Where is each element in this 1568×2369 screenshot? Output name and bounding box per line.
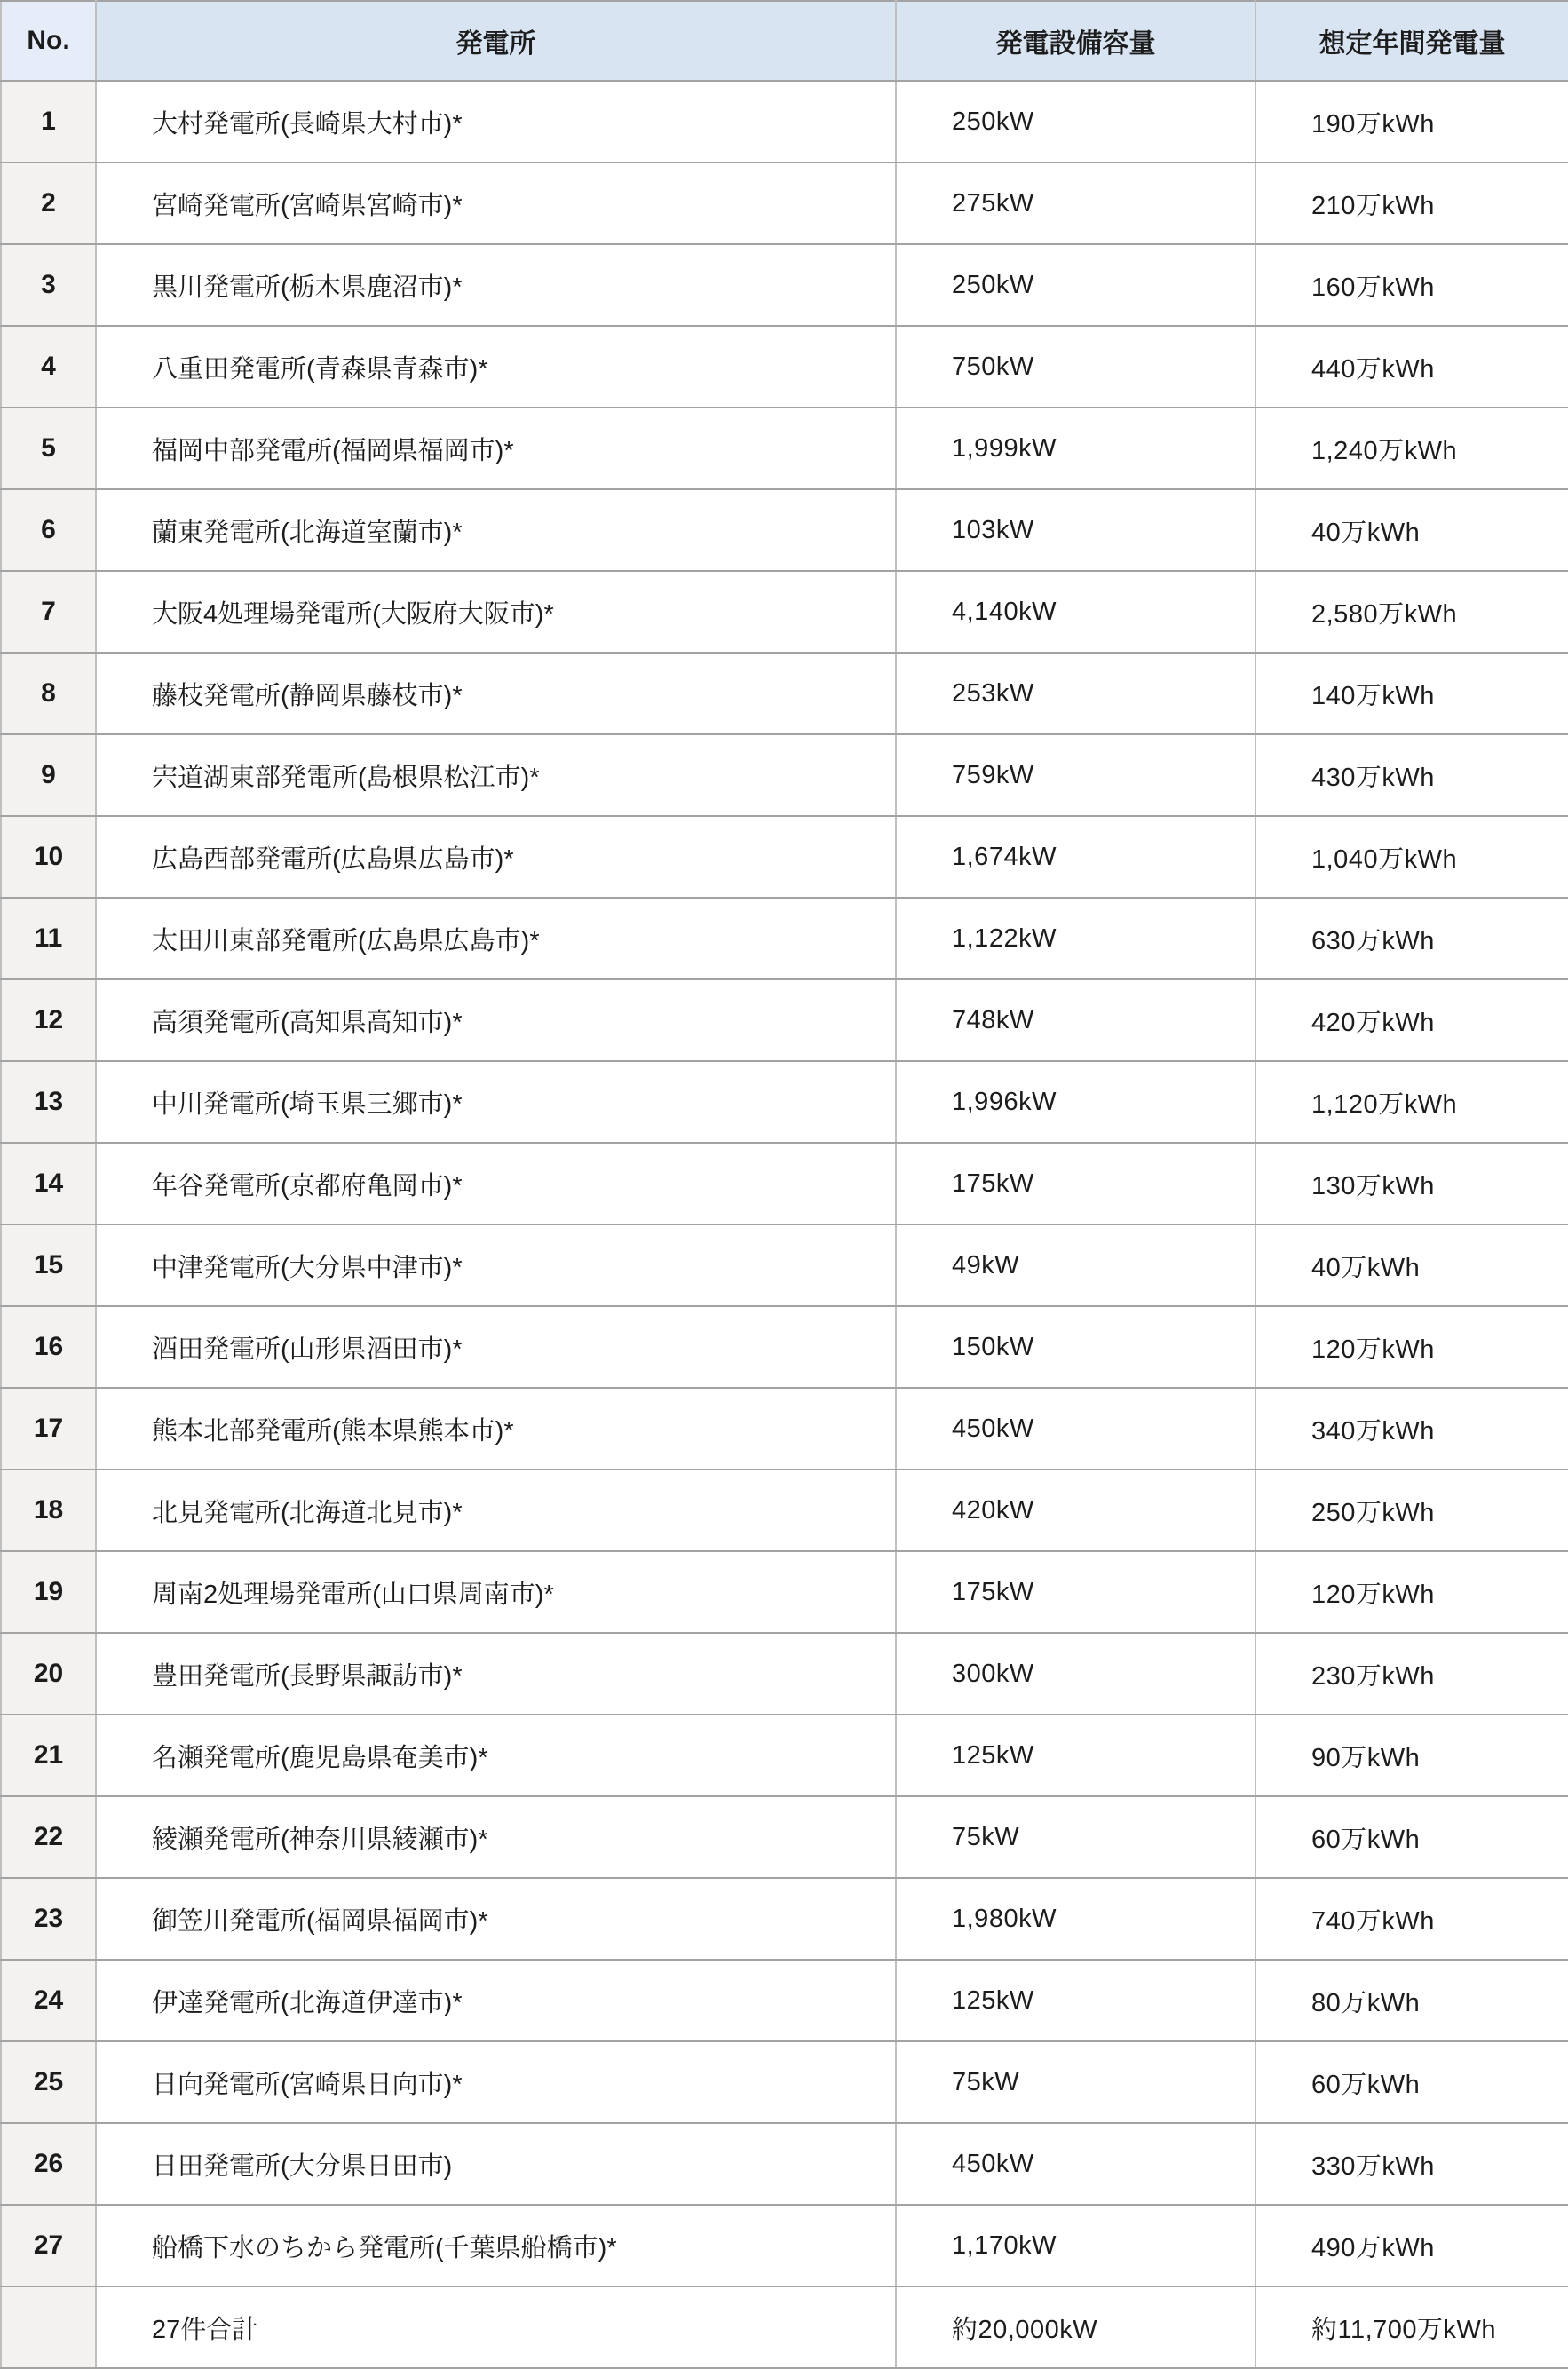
row-number-cell: 6	[1, 489, 96, 571]
row-number-cell: 20	[1, 1633, 96, 1715]
capacity-cell: 1,996kW	[896, 1061, 1255, 1143]
capacity-cell: 125kW	[896, 1960, 1255, 2041]
row-number-cell: 24	[1, 1960, 96, 2041]
plant-name-cell: 名瀬発電所(鹿児島県奄美市)*	[96, 1715, 896, 1796]
total-annual-cell: 約11,700万kWh	[1255, 2286, 1568, 2368]
table-row	[1, 898, 1568, 979]
plant-name-cell: 日田発電所(大分県日田市)	[96, 2123, 896, 2205]
plant-name-cell: 藤枝発電所(静岡県藤枝市)*	[96, 653, 896, 734]
plant-name-cell: 太田川東部発電所(広島県広島市)*	[96, 898, 896, 979]
row-number-cell: 12	[1, 979, 96, 1061]
total-empty-cell	[1, 2286, 96, 2368]
row-number-cell: 17	[1, 1388, 96, 1470]
annual-generation-cell: 40万kWh	[1255, 1224, 1568, 1306]
row-number-cell: 16	[1, 1306, 96, 1388]
table-row	[1, 816, 1568, 898]
total-capacity-cell: 約20,000kW	[896, 2286, 1255, 2368]
plant-name-cell: 船橋下水のちから発電所(千葉県船橋市)*	[96, 2205, 896, 2286]
row-number-cell: 13	[1, 1061, 96, 1143]
annual-generation-cell: 80万kWh	[1255, 1960, 1568, 2041]
plant-name-cell: 高須発電所(高知県高知市)*	[96, 979, 896, 1061]
plant-name-cell: 酒田発電所(山形県酒田市)*	[96, 1306, 896, 1388]
capacity-cell: 75kW	[896, 2041, 1255, 2123]
annual-generation-cell: 420万kWh	[1255, 979, 1568, 1061]
row-number-cell: 18	[1, 1470, 96, 1551]
row-number-cell: 10	[1, 816, 96, 898]
plant-name-cell: 黒川発電所(栃木県鹿沼市)*	[96, 244, 896, 326]
row-number-cell: 14	[1, 1143, 96, 1224]
capacity-cell: 420kW	[896, 1470, 1255, 1551]
capacity-cell: 4,140kW	[896, 571, 1255, 653]
row-number-cell: 5	[1, 408, 96, 489]
annual-generation-cell: 130万kWh	[1255, 1143, 1568, 1224]
table-row	[1, 1143, 1568, 1224]
total-label-cell: 27件合計	[96, 2286, 896, 2368]
row-number-cell: 9	[1, 734, 96, 816]
capacity-cell: 175kW	[896, 1551, 1255, 1633]
plant-name-cell: 大村発電所(長崎県大村市)*	[96, 81, 896, 162]
plant-name-cell: 北見発電所(北海道北見市)*	[96, 1470, 896, 1551]
header-cell-annual-generation: 想定年間発電量	[1255, 1, 1568, 81]
plant-name-cell: 伊達発電所(北海道伊達市)*	[96, 1960, 896, 2041]
header-cell-capacity: 発電設備容量	[896, 1, 1255, 81]
row-number-cell: 27	[1, 2205, 96, 2286]
row-number-cell: 2	[1, 162, 96, 244]
plant-name-cell: 年谷発電所(京都府亀岡市)*	[96, 1143, 896, 1224]
plant-name-cell: 中津発電所(大分県中津市)*	[96, 1224, 896, 1306]
table-row	[1, 1306, 1568, 1388]
row-number-cell: 11	[1, 898, 96, 979]
table-row	[1, 1960, 1568, 2041]
plant-name-cell: 福岡中部発電所(福岡県福岡市)*	[96, 408, 896, 489]
capacity-cell: 175kW	[896, 1143, 1255, 1224]
row-number-cell: 7	[1, 571, 96, 653]
capacity-cell: 150kW	[896, 1306, 1255, 1388]
plant-name-cell: 熊本北部発電所(熊本県熊本市)*	[96, 1388, 896, 1470]
annual-generation-cell: 190万kWh	[1255, 81, 1568, 162]
annual-generation-cell: 740万kWh	[1255, 1878, 1568, 1960]
row-number-cell: 15	[1, 1224, 96, 1306]
plant-name-cell: 日向発電所(宮崎県日向市)*	[96, 2041, 896, 2123]
capacity-cell: 450kW	[896, 1388, 1255, 1470]
row-number-cell: 1	[1, 81, 96, 162]
capacity-cell: 450kW	[896, 2123, 1255, 2205]
annual-generation-cell: 210万kWh	[1255, 162, 1568, 244]
table-row	[1, 1551, 1568, 1633]
annual-generation-cell: 160万kWh	[1255, 244, 1568, 326]
table-row	[1, 81, 1568, 162]
header-cell-no: No.	[1, 1, 96, 81]
row-number-cell: 19	[1, 1551, 96, 1633]
capacity-cell: 253kW	[896, 653, 1255, 734]
annual-generation-cell: 440万kWh	[1255, 326, 1568, 408]
capacity-cell: 275kW	[896, 162, 1255, 244]
annual-generation-cell: 140万kWh	[1255, 653, 1568, 734]
table-row	[1, 979, 1568, 1061]
capacity-cell: 103kW	[896, 489, 1255, 571]
capacity-cell: 250kW	[896, 81, 1255, 162]
table-row	[1, 1715, 1568, 1796]
capacity-cell: 75kW	[896, 1796, 1255, 1878]
annual-generation-cell: 330万kWh	[1255, 2123, 1568, 2205]
capacity-cell: 1,980kW	[896, 1878, 1255, 1960]
capacity-cell: 49kW	[896, 1224, 1255, 1306]
plant-name-cell: 綾瀬発電所(神奈川県綾瀬市)*	[96, 1796, 896, 1878]
row-number-cell: 8	[1, 653, 96, 734]
annual-generation-cell: 90万kWh	[1255, 1715, 1568, 1796]
capacity-cell: 250kW	[896, 244, 1255, 326]
row-number-cell: 26	[1, 2123, 96, 2205]
capacity-cell: 1,999kW	[896, 408, 1255, 489]
table-row	[1, 1796, 1568, 1878]
plant-name-cell: 豊田発電所(長野県諏訪市)*	[96, 1633, 896, 1715]
table-row	[1, 1878, 1568, 1960]
total-row	[1, 2286, 1568, 2368]
capacity-cell: 1,674kW	[896, 816, 1255, 898]
table-row	[1, 408, 1568, 489]
annual-generation-cell: 250万kWh	[1255, 1470, 1568, 1551]
table-row	[1, 1470, 1568, 1551]
table-row	[1, 1633, 1568, 1715]
annual-generation-cell: 120万kWh	[1255, 1306, 1568, 1388]
plant-name-cell: 宮崎発電所(宮崎県宮崎市)*	[96, 162, 896, 244]
annual-generation-cell: 120万kWh	[1255, 1551, 1568, 1633]
row-number-cell: 22	[1, 1796, 96, 1878]
capacity-cell: 1,170kW	[896, 2205, 1255, 2286]
table-row	[1, 571, 1568, 653]
table-row	[1, 244, 1568, 326]
annual-generation-cell: 490万kWh	[1255, 2205, 1568, 2286]
row-number-cell: 3	[1, 244, 96, 326]
row-number-cell: 21	[1, 1715, 96, 1796]
plant-name-cell: 中川発電所(埼玉県三郷市)*	[96, 1061, 896, 1143]
header-row	[1, 1, 1568, 81]
annual-generation-cell: 40万kWh	[1255, 489, 1568, 571]
annual-generation-cell: 340万kWh	[1255, 1388, 1568, 1470]
plant-name-cell: 八重田発電所(青森県青森市)*	[96, 326, 896, 408]
capacity-cell: 300kW	[896, 1633, 1255, 1715]
table-row	[1, 1388, 1568, 1470]
annual-generation-cell: 1,120万kWh	[1255, 1061, 1568, 1143]
table-row	[1, 1061, 1568, 1143]
capacity-cell: 1,122kW	[896, 898, 1255, 979]
row-number-cell: 25	[1, 2041, 96, 2123]
plant-name-cell: 周南2処理場発電所(山口県周南市)*	[96, 1551, 896, 1633]
plant-name-cell: 大阪4処理場発電所(大阪府大阪市)*	[96, 571, 896, 653]
row-number-cell: 23	[1, 1878, 96, 1960]
annual-generation-cell: 1,040万kWh	[1255, 816, 1568, 898]
capacity-cell: 748kW	[896, 979, 1255, 1061]
table-row	[1, 489, 1568, 571]
plant-name-cell: 蘭東発電所(北海道室蘭市)*	[96, 489, 896, 571]
annual-generation-cell: 1,240万kWh	[1255, 408, 1568, 489]
table-row	[1, 2205, 1568, 2286]
annual-generation-cell: 60万kWh	[1255, 2041, 1568, 2123]
plant-name-cell: 御笠川発電所(福岡県福岡市)*	[96, 1878, 896, 1960]
plant-name-cell: 広島西部発電所(広島県広島市)*	[96, 816, 896, 898]
annual-generation-cell: 630万kWh	[1255, 898, 1568, 979]
plant-name-cell: 宍道湖東部発電所(島根県松江市)*	[96, 734, 896, 816]
annual-generation-cell: 430万kWh	[1255, 734, 1568, 816]
annual-generation-cell: 2,580万kWh	[1255, 571, 1568, 653]
header-cell-plant: 発電所	[96, 1, 896, 81]
capacity-cell: 750kW	[896, 326, 1255, 408]
capacity-cell: 759kW	[896, 734, 1255, 816]
table-row	[1, 326, 1568, 408]
annual-generation-cell: 230万kWh	[1255, 1633, 1568, 1715]
row-number-cell: 4	[1, 326, 96, 408]
table-row	[1, 2041, 1568, 2123]
table-row	[1, 2123, 1568, 2205]
annual-generation-cell: 60万kWh	[1255, 1796, 1568, 1878]
table-row	[1, 653, 1568, 734]
capacity-cell: 125kW	[896, 1715, 1255, 1796]
table-row	[1, 162, 1568, 244]
table-row	[1, 734, 1568, 816]
table-row	[1, 1224, 1568, 1306]
